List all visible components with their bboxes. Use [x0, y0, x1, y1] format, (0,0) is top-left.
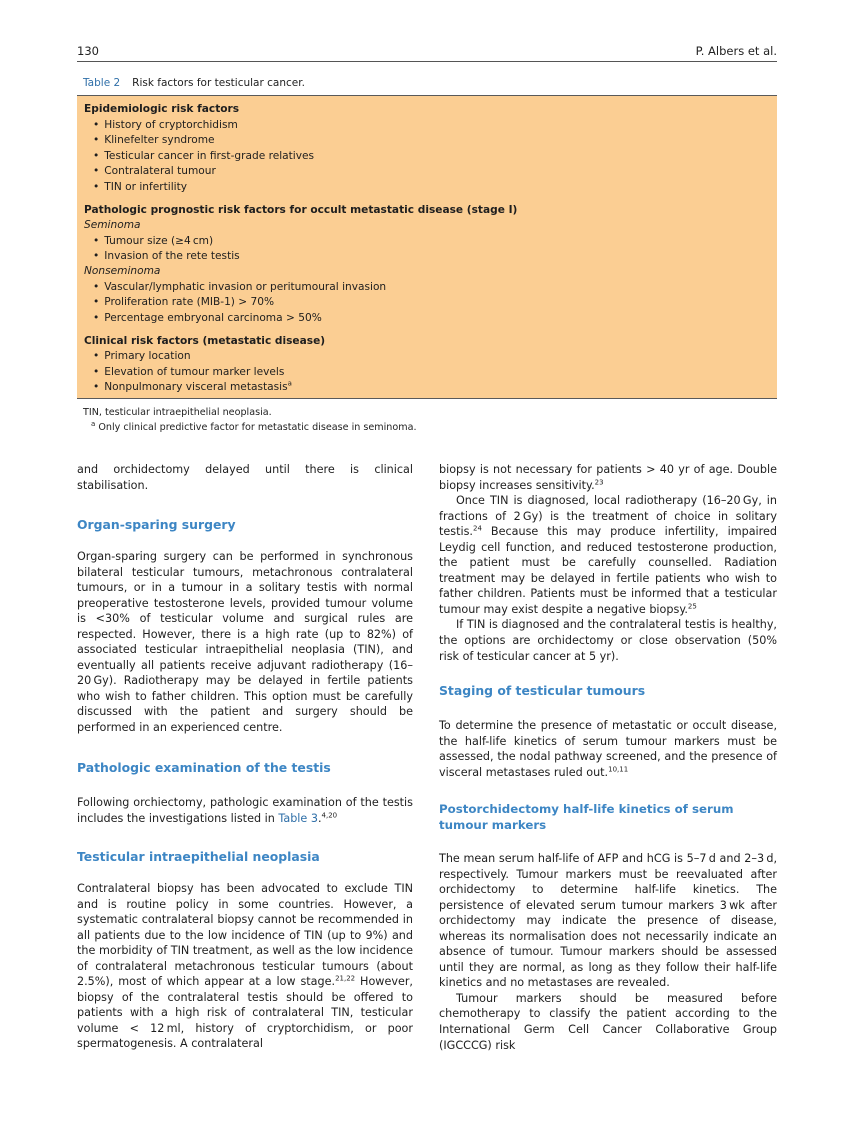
table-footnote-abbrev: TIN, testicular intraepithelial neoplasia.: [83, 407, 272, 418]
paragraph: If TIN is diagnosed and the contralateral testis is healthy, the options are orchidectomy or close observation (50% risk of testicular cancer at 5 yr).: [439, 618, 777, 663]
table-item: • TIN or infertility: [93, 180, 187, 196]
table-item: • Tumour size (≥4 cm): [93, 234, 213, 250]
paragraph: [77, 795, 413, 826]
left-path-paragraph: [77, 795, 413, 826]
table-item: • Primary location: [93, 349, 191, 365]
table-clinical-heading: Clinical risk factors (metastatic disease): [84, 335, 326, 347]
paragraph: The mean serum half-life of AFP and hCG is 5–7 d and 2–3 d, respectively. Tumour markers must be reevaluated after orchidectomy to determine half-life kinetics. The persistence of elevated serum tumour markers 3 wk after orchidectomy may indicate the presence of disease, whereas its normalisation does not necessarily indicate an absence of tumour. Tumour markers should be assessed until they are normal, as long as they follow their half-life kinetics and no metastases are revealed.: [439, 852, 777, 990]
heading-organ-sparing: Organ-sparing surgery: [77, 517, 236, 532]
table-item: • Testicular cancer in first-grade relatives: [93, 149, 314, 165]
table-item: • Proliferation rate (MIB-1) > 70%: [93, 295, 274, 311]
paragraph: [439, 493, 777, 617]
paragraph-text: Contralateral biopsy has been advocated to exclude TIN and is routine policy in some countries. However, a systematic contralateral biopsy cannot be recommended in all patients due to the low incidence of TIN (up to 9%) and the morbidity of TIN treatment, as well as the low incidence of contralateral metachronous testicular tumours (about 2.5%), most of which appear at a low stage.: [77, 882, 413, 989]
paragraph-text: To determine the presence of metastatic or occult disease, the half-life kinetics of serum tumour markers must be assessed, the nodal pathway screened, and the presence of visceral metastases ruled out.: [439, 719, 777, 779]
header-rule: [77, 61, 777, 62]
paragraph-text: Following orchiectomy, pathologic examination of the testis includes the investigations listed in: [77, 796, 413, 825]
paragraph-text: Because this may produce infertility, impaired Leydig cell function, and reduced testosterone production, the patient must be carefully counselled. Radiation treatment may be delayed in fertile patients who wish to father children. Patients must be informed that a testicular tumour may exist despite a negative biopsy.: [439, 525, 777, 616]
citation: 21,22: [335, 974, 356, 983]
heading-staging: Staging of testicular tumours: [439, 683, 646, 698]
table-item-text: Nonpulmonary visceral metastasis: [104, 381, 288, 393]
citation: 25: [687, 602, 697, 611]
table-caption-text: Risk factors for testicular cancer.: [132, 77, 305, 89]
table-footnote-a: [91, 419, 417, 433]
table-path-heading: Pathologic prognostic risk factors for occult metastatic disease (stage I): [84, 204, 518, 216]
left-column-intro: [77, 462, 413, 493]
table-item: [93, 380, 292, 396]
table-number: Table 2: [83, 77, 121, 89]
table-item: • History of cryptorchidism: [93, 118, 238, 134]
right-post-paragraphs: [439, 851, 777, 1053]
table-item: • Invasion of the rete testis: [93, 249, 240, 265]
table-item: • Vascular/lymphatic invasion or peritumoural invasion: [93, 280, 386, 296]
table-item: • Elevation of tumour marker levels: [93, 365, 284, 381]
paragraph-text: biopsy is not necessary for patients > 40 yr of age. Double biopsy increases sensitivity.: [439, 463, 777, 492]
citation: 4,20: [321, 810, 338, 819]
paragraph: [439, 462, 777, 493]
risk-factor-table: [77, 95, 777, 399]
table-3-link[interactable]: Table 3: [278, 811, 318, 825]
citation: 23: [594, 477, 604, 486]
paragraph: Organ-sparing surgery can be performed in synchronous bilateral testicular tumours, metachronous contralateral tumours, or in a tumour in a solitary testis with normal preoperative testosterone levels, provided tumour volume is <30% of testicular volume and surgical rules are respected. However, there is a high rate (up to 82%) of associated testicular intraepithelial neoplasia (TIN), and eventually all patients receive adjuvant radiotherapy (16–20 Gy). Radiotherapy may be delayed in fertile patients who wish to father children. This option must be carefully discussed with the patient and surgery should be performed in an experienced centre.: [77, 550, 413, 735]
page-number: 130: [77, 44, 99, 58]
paragraph: Tumour markers should be measured before chemotherapy to classify the patient according to the International Germ Cell Cancer Collaborative Group (IGCCCG) risk: [439, 991, 777, 1052]
table-caption: [83, 77, 305, 89]
citation: 10,11: [608, 764, 629, 773]
citation: 24: [472, 524, 482, 533]
paragraph: [439, 718, 777, 780]
paragraph: [77, 881, 413, 1052]
footnote-a-text: Only clinical predictive factor for metastatic disease in seminoma.: [98, 422, 417, 433]
footnote-mark: a: [287, 379, 292, 388]
paragraph-text: Once TIN is diagnosed, local radiotherapy (16–20 Gy, in fractions of 2 Gy) is the treatment of choice in solitary testis.: [439, 494, 777, 539]
table-epi-heading: Epidemiologic risk factors: [84, 103, 240, 115]
paragraph-text: However, biopsy of the contralateral testis should be offered to patients with a high risk of contralateral TIN, testicular volume < 12 ml, history of cryptorchidism, or poor spermatogenesis. A contralateral: [77, 975, 413, 1051]
heading-postorchidectomy: Postorchidectomy half-life kinetics of serum tumour markers: [439, 802, 734, 832]
heading-tin: Testicular intraepithelial neoplasia: [77, 849, 320, 864]
paragraph-text: .: [317, 811, 322, 825]
right-column-top: [439, 462, 777, 664]
running-author: P. Albers et al.: [695, 44, 777, 58]
right-staging-paragraph: [439, 718, 777, 780]
table-nonseminoma-label: Nonseminoma: [84, 265, 161, 277]
heading-pathologic-exam: Pathologic examination of the testis: [77, 760, 331, 775]
table-item: • Contralateral tumour: [93, 164, 216, 180]
footnote-mark: a: [91, 419, 96, 428]
paragraph: and orchidectomy delayed until there is clinical stabilisation.: [77, 463, 413, 492]
table-seminoma-label: Seminoma: [84, 219, 141, 231]
left-organ-paragraph: [77, 549, 413, 736]
left-tin-paragraph: [77, 881, 413, 1052]
table-item: • Klinefelter syndrome: [93, 133, 215, 149]
table-item: • Percentage embryonal carcinoma > 50%: [93, 311, 322, 327]
